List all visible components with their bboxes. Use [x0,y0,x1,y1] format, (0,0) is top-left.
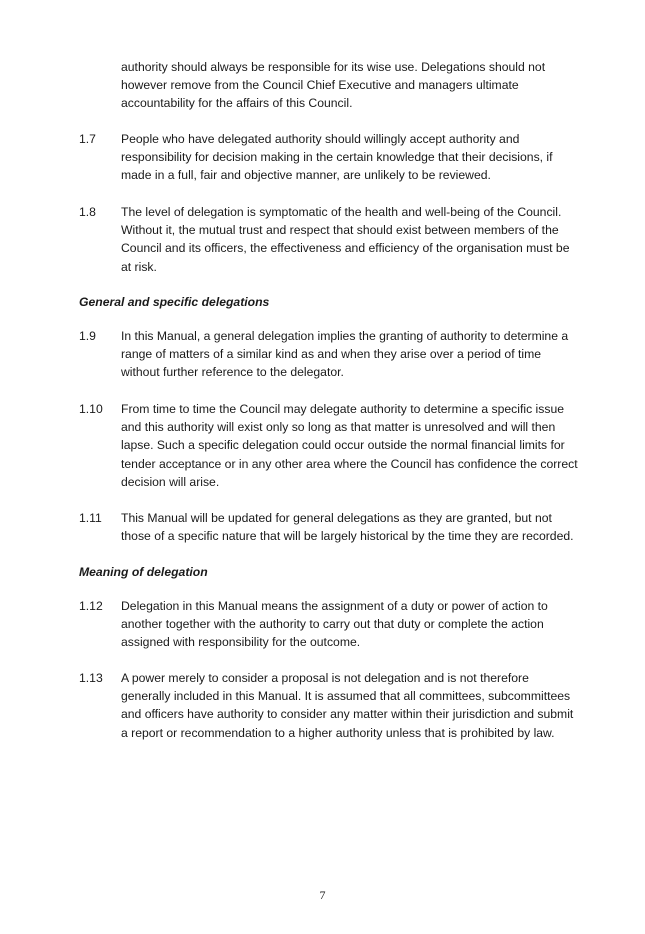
paragraph-text: Delegation in this Manual means the assignment of a duty or power of action to another together with the authority to carry out that duty or complete the action assigned with responsibility for the outcome. [121,599,548,650]
paragraph-number: 1.12 [79,599,103,613]
paragraph-text: A power merely to consider a proposal is not delegation and is not therefore generally included in this Manual. It is assumed that all committees, subcommittees and officers have authority to consider any matter within their jurisdiction and submit a report or recommendation to a higher authority unless that is prohibited by law. [121,671,574,740]
page-number: 7 [319,888,326,902]
paragraph-number: 1.7 [79,132,96,146]
paragraph-text: The level of delegation is symptomatic of the health and well-being of the Council. Without it, the mutual trust and respect that should exist between members of the Council and its officers, the effectiveness and efficiency of the organisation must be at risk. [121,205,570,274]
paragraph-number: 1.9 [79,329,96,343]
section-heading-meaning: Meaning of delegation [79,565,208,579]
paragraph-text: From time to time the Council may delegate authority to determine a specific issue and this authority will exist only so long as that matter is unresolved and will then lapse. Such a specific delegation could occur outside the normal financial limits for tender acceptance or in any other area where the Council has confidence the correct decision will arise. [121,402,578,489]
paragraph-number: 1.8 [79,205,96,219]
paragraph-text: People who have delegated authority should willingly accept authority and responsibility for decision making in the certain knowledge that their decisions, if made in a full, fair and objective manner, are unlikely to be reviewed. [121,132,553,183]
section-heading-general: General and specific delegations [79,295,270,309]
paragraph-text: This Manual will be updated for general delegations as they are granted, but not those of a specific nature that will be largely historical by the time they are recorded. [121,511,574,544]
paragraph-text: In this Manual, a general delegation implies the granting of authority to determine a range of matters of a similar kind as and when they arise over a period of time without further reference to the delegator. [121,329,569,380]
continuation-paragraph: authority should always be responsible for its wise use. Delegations should not however remove from the Council Chief Executive and managers ultimate accountability for the affairs of this Council. [121,60,546,111]
paragraph-number: 1.13 [79,671,103,685]
paragraph-number: 1.10 [79,402,103,416]
paragraph-number: 1.11 [79,511,102,525]
